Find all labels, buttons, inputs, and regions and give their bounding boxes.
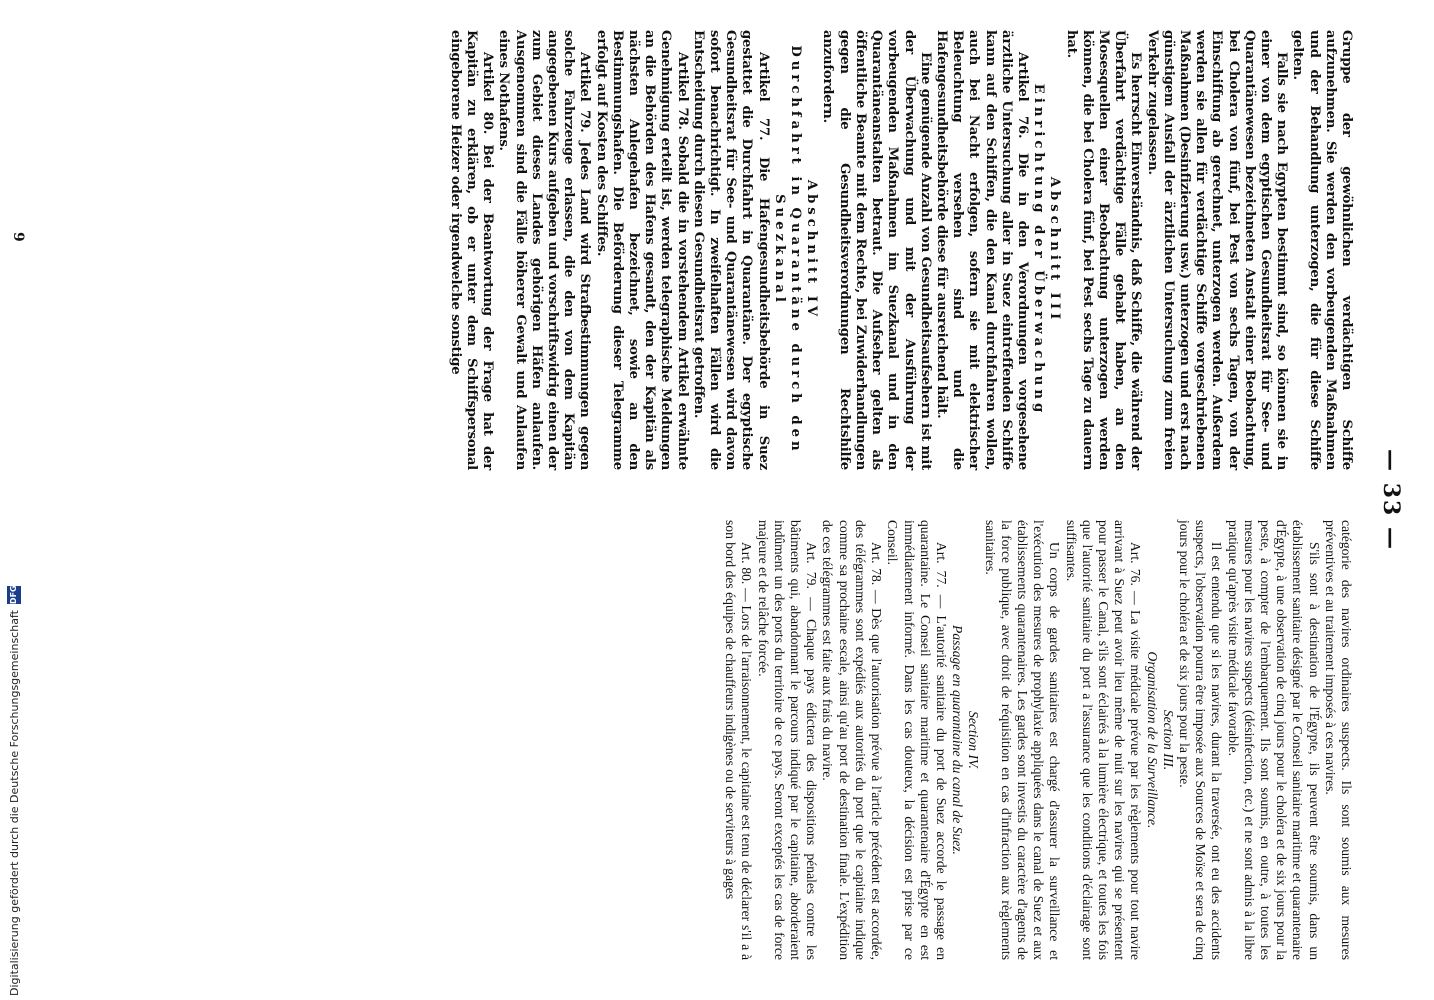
french-article-76-b: Un corps de gardes sanitaires est chargé d'assurer la surveillance et l'exécution des mesures de prophylaxie appliquées dans le canal de Suez et aux établissements quarantenaires. Les gardes sont investis du caractère d'agents de la force publique, avec droit de réquisition en cas d'infraction aux règlements sanitaires.	[982, 520, 1063, 960]
german-section-3-subtitle: Einrichtung der Überwachung	[1031, 83, 1047, 417]
german-article-77: Artikel 77. Die Hafengesundheitsbehörde in Suez gestattet die Durchfahrt in Quarantäne. Der egyptische Gesundheitsrat für See- und Quarantänewesen wird davon sofort benachrichtigt. In zweifelhaften Fällen wird die Entscheidung durch diesen Gesundheitsrat getroffen.	[690, 30, 771, 470]
french-section-4-subtitle: Passage en quarantaine du canal de Suez.	[950, 625, 966, 855]
french-article-78: Art. 78. — Dès que l'autorisation prévue à l'article précédent est accordée, des télégrammes sont expédiés aux autorités du port que le capitaine indique comme sa prochaine escale, ainsi qu'au port de destination finale. L'expédition de ces télégrammes est faite aux frais du navire.	[820, 520, 885, 960]
french-article-76: Art. 76. — La visite médicale prévue par les règlements pour tout navire arrivant à Suez peut avoir lieu même de nuit sur les navires qui se présentent pour passer le Canal, s'ils sont éclairés à la lumière électrique, et toutes les fois que l'autorité sanitaire du port a l'assurance que les conditions d'éclairage sont suffisantes.	[1063, 520, 1144, 960]
signature-mark: 9	[10, 232, 26, 242]
german-article-80: Artikel 80. Bei der Beantwortung der Frage hat der Kapitän zu erklären, ob er unter dem Schiffspersonal eingeborene Heizer oder irgendwelche sonstige	[447, 30, 496, 470]
german-article-76-b: Eine genügende Anzahl von Gesundheitsaufsehern ist mit der Überwachung und mit der Ausführung der vorbeugenden Maßnahmen im Suezkanal und in den Quarantäneanstalten betraut. Die Aufseher gelten als öffentliche Beamte mit dem Rechte, bei Zuwiderhandlungen gegen die Gesundheitsverordnungen Rechtshilfe anzufordern.	[820, 30, 933, 470]
french-article-80: Art. 80. — Lors de l'arraisonnement, le capitaine est tenu de déclarer s'il a à son bord des équipes de chauffeurs indigènes ou de serviteurs à gages	[723, 520, 755, 960]
german-section-4-title: Abschnitt IV	[804, 179, 820, 321]
german-column	[54, 30, 1354, 470]
french-section-4-title: Section IV.	[966, 711, 982, 769]
dfg-logo-icon: DFG	[7, 586, 21, 604]
french-column	[54, 520, 1354, 960]
french-paragraph-2: S'ils sont à destination de l'Égypte, ils peuvent être soumis, dans un établissement sanitaire désigné par le Conseil sanitaire maritime et quarantenaire d'Égypte, à une observation de cinq jours pour le choléra et de six jours pour la peste, à compter de l'embarquement. Ils sont soumis, en outre, à toutes les mesures pour les navires suspects (désinfection, etc.) et ne sont admis à la libre pratique qu'après visite médicale favorable.	[1225, 520, 1322, 960]
german-intro: Gruppe der gewöhnlichen verdächtigen Schiffe aufzunehmen. Sie werden den vorbeugenden Maßnahmen und der Behandlung unterzogen, die für diese Schiffe gelten.	[1290, 30, 1354, 470]
german-paragraph-3: Es herrscht Einverständnis, daß Schiffe, die während der Überfahrt verdächtige Fälle gehabt haben, an den Mosesquellen einer Beobachtung unterzogen werden können, die bei Cholera fünf, bei Pest sechs Tage zu dauern hat.	[1063, 30, 1144, 470]
french-paragraph-3: Il est entendu que si les navires, durant la traversée, ont eu des accidents suspects, l'observation pourra être imposée aux Sources de Moïse et sera de cinq jours pour le choléra et de six jours pour la peste.	[1176, 520, 1225, 960]
footer-strip	[0, 0, 30, 1000]
german-article-78: Artikel 78. Sobald die in vorstehendem Artikel erwähnte Genehmigung erteilt ist, werden telegraphische Meldungen an die Behörden des Hafens gesandt, den der Kapitän als nächsten Anlegehafen bezeichnet, sowie an den Bestimmungshafen. Die Beförderung dieser Telegramme erfolgt auf Kosten des Schiffes.	[593, 30, 690, 470]
french-intro: catégorie des navires ordinaires suspects. Ils sont soumis aux mesures préventives et au traitement imposés à ces navires.	[1322, 520, 1354, 960]
german-paragraph-2: Falls sie nach Egypten bestimmt sind, so können sie in einer von dem egyptischen Gesundheitsrat für See- und Quarantänewesen bezeichneten Anstalt einer Beobachtung, bei Cholera von fünf, bei Pest von sechs Tagen, von der Einschiffung ab gerechnet, unterzogen werden. Außerdem werden sie allen für verdächtige Schiffe vorgeschriebenen Maßnahmen (Desinfizierung usw.) unterzogen und erst nach günstigem Ausfall der ärztlichen Untersuchung zum freien Verkehr zugelassen.	[1144, 30, 1290, 470]
german-article-76: Artikel 76. Die in den Verordnungen vorgesehene ärztliche Untersuchung aller in Suez eintreffenden Schiffe kann auf den Schiffen, die den Kanal durchfahren wollen, auch bei Nacht erfolgen, sofern sie mit elektrischer Beleuchtung versehen sind und die Hafengesundheitsbehörde diese für ausreichend hält.	[933, 30, 1030, 470]
french-article-79: Art. 79. — Chaque pays édictera des dispositions pénales contre les bâtiments qui, abandonnant le parcours indiqué par le capitaine, aborderaient indûment un des ports du territoire de ce pays. Seront exceptés les cas de force majeure et de relâche forcée.	[755, 520, 820, 960]
german-section-4-subtitle: Durchfahrt in Quarantäne durch den Suezkanal	[771, 45, 804, 455]
french-section-3-title: Section III.	[1160, 709, 1176, 771]
page-number: — 33 —	[1378, 449, 1404, 551]
footer-credit	[4, 0, 24, 996]
french-section-3-subtitle: Organisation de la Surveillance.	[1144, 651, 1160, 829]
french-article-77: Art. 77. — L'autorité sanitaire du port de Suez accorde le passage en quarantaine. Le Conseil sanitaire maritime et quarantenaire d'Égypte en est immédiatement informé. Dans les cas douteux, la décision est prise par ce Conseil.	[885, 520, 949, 960]
german-article-79: Artikel 79. Jedes Land wird Strafbestimmungen gegen solche Fahrzeuge erlassen, die den von dem Kapitän angegebenen Kurs aufgeben und vorschriftswidrig einen der zum Gebiet dieses Landes gehörigen Häfen anlaufen. Ausgenommen sind die Fälle höherer Gewalt und Anlaufen eines Nothafens.	[496, 30, 593, 470]
footer-credit-text: Digitalisierung gefördert durch die Deutsche Forschungsgemeinschaft	[7, 610, 21, 996]
german-section-3-title: Abschnitt III	[1047, 176, 1063, 324]
